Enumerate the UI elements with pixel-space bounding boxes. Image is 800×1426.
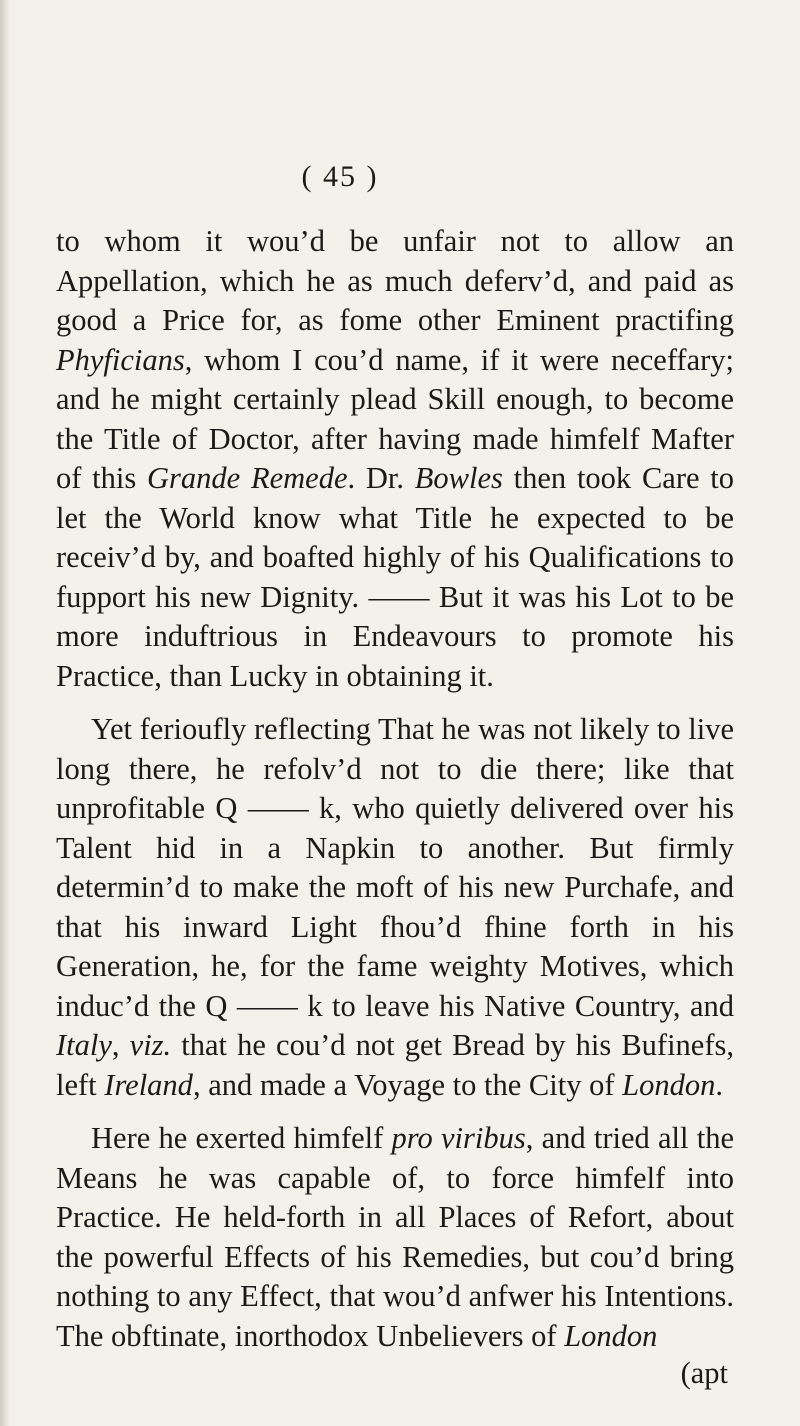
- text-run: to whom it wou’d be unfair not to allow an Appellation, which he as much deferv’d, and paid as good a Price for, as fome other Eminent practifing: [56, 224, 734, 337]
- text-run: , and tried all the Means he was capable of, to force himfelf into Practice. He held-forth in all Places of Refort, about the powerful Effects of his Remedies, but cou’d bring nothing to any Effect, that wou’d anfwer his Intentions. The obftinate, inorthodox Unbelievers of: [56, 1121, 734, 1353]
- italic-text: Phyficians: [56, 342, 185, 377]
- text-run: then took Care to let the World know what Title he expected to be receiv’d by, and boafted highly of his Qualifications to fupport his new Dignity. —— But it was his Lot to be more induftrious in Endeavours to promote his Practice, than Lucky in obtaining it.: [56, 461, 735, 693]
- italic-text: pro viribus: [391, 1121, 526, 1155]
- paragraph-gap: [56, 1105, 734, 1119]
- text-run: . Dr.: [347, 461, 415, 495]
- italic-text: viz.: [129, 1028, 172, 1062]
- text-run: Yet ferioufly reflecting That he was not likely to live long there, he refolv’d not to die there; like that unprofitable Q —— k, who quietly delivered over his Talent hid in a Napkin to another. But firmly determin’d to make the moft of his new Purchafe, and that his inward Light fhou’d fhine forth in his Generation, he, for the fame weighty Motives, which induc’d the Q —— k to leave his Native Country, and: [56, 712, 734, 1023]
- italic-text: Ireland: [104, 1067, 193, 1102]
- text-run: , and made a Voyage to the City of: [192, 1067, 623, 1102]
- page-edge-shadow: [0, 0, 10, 1426]
- catchword: (apt: [680, 1356, 728, 1390]
- italic-text: London: [564, 1318, 658, 1353]
- italic-text: Italy: [56, 1028, 112, 1062]
- text-run: that he cou’d not get Bread by his Bufinefs, left: [56, 1028, 734, 1102]
- page-number: ( 45 ): [301, 160, 379, 193]
- text-run: ,: [111, 1028, 130, 1062]
- italic-text: London: [622, 1067, 716, 1102]
- body-text: [56, 222, 734, 1394]
- paragraph-1: [56, 222, 734, 696]
- italic-text: Grande Remede: [147, 461, 348, 495]
- text-run: Here he exerted himfelf: [91, 1121, 392, 1155]
- italic-text: Bowles: [414, 461, 503, 495]
- paragraph-3: [56, 1119, 734, 1356]
- paragraph-2: [56, 710, 734, 1105]
- paragraph-gap: [56, 696, 734, 710]
- text-run: .: [715, 1067, 723, 1102]
- text-run: , whom I cou’d name, if it were neceffary; and he might certainly plead Skill enough, to become the Title of Doctor, after having made himfelf Mafter of this: [56, 342, 734, 495]
